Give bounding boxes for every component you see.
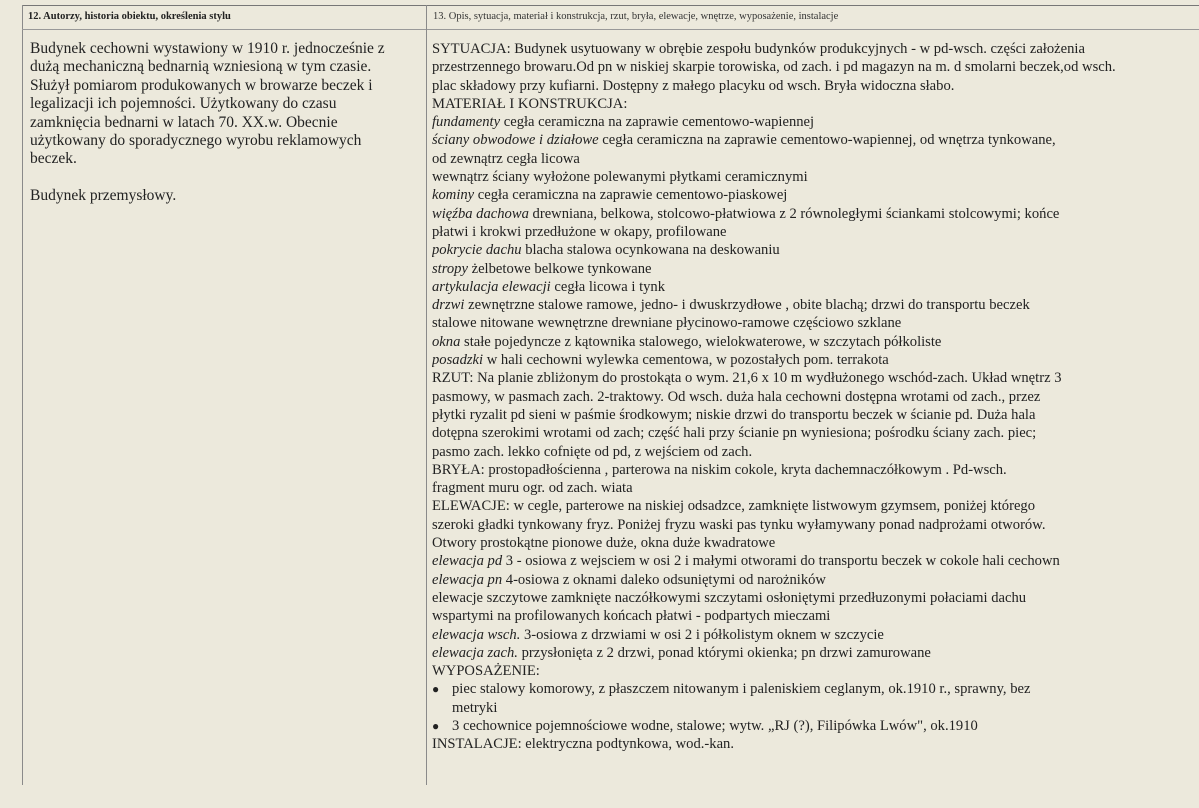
material-item xyxy=(432,351,1194,369)
left-border xyxy=(22,5,23,785)
material-item xyxy=(432,131,1194,149)
elewacja-label: elewacja wsch. xyxy=(432,626,521,643)
material-text-line: od zewnątrz cegła licowa xyxy=(432,150,580,167)
material-item xyxy=(432,333,1194,351)
material-text: cegła ceramiczna na zaprawie cementowo-wapiennej, od wnętrza tynkowane, xyxy=(598,132,1056,149)
material-label: drzwi xyxy=(432,297,465,314)
wyposazenie-item xyxy=(432,717,1194,735)
material-heading: MATERIAŁ I KONSTRUKCJA: xyxy=(432,95,628,112)
elewacja-item xyxy=(432,626,1194,644)
material-label: posadzki xyxy=(432,352,484,369)
instalacje-line: INSTALACJE: elektryczna podtynkowa, wod.-kan. xyxy=(432,736,734,753)
elewacja-text: 3-osiowa z drzwiami w osi 2 i półkolistym oknem w szczycie xyxy=(520,626,884,643)
elewacja-text: przysłonięta z 2 drzwi, ponad którymi okienka; pn drzwi zamurowane xyxy=(517,644,931,661)
text-line: Budynek cechowni wystawiony w 1910 r. jednocześnie z xyxy=(30,40,385,57)
elewacja-label: elewacja zach. xyxy=(432,644,518,661)
text-line: użytkowany do sporadycznego wyrobu reklamowych xyxy=(30,132,362,150)
rzut-line: pasmowy, w pasmach zach. 2-traktowy. Od wsch. duża hala cechowni dostępna wrotami od zach., przez xyxy=(432,388,1041,405)
elewacja-item xyxy=(432,644,1194,662)
left-column-header: 12. Autorzy, historia obiektu, określenia stylu xyxy=(28,11,231,22)
elewacja-item xyxy=(432,571,1194,589)
text-line: 3 cechownice pojemnościowe wodne, stalowe; wytw. „RJ (?), Filipówka Lwów", ok.1910 xyxy=(452,717,978,734)
elewacja-text: elewacje szczytowe zamknięte naczółkowymi szczytami osłoniętymi przedłuzonymi połaciami dachu xyxy=(432,589,1027,606)
rzut-line: dotępna szerokimi wrotami od zach; część hali przy ścianie pn wyniesiona; pośrodku ściany zach. piec; xyxy=(432,425,1037,442)
elewacja-label: elewacja pd xyxy=(432,553,503,570)
text-line: legalizacji ich pojemności. Użytkowany do czasu xyxy=(30,95,337,113)
text-line: Służył pomiarom produkowanych w browarze beczek i xyxy=(30,76,373,94)
material-item xyxy=(432,296,1194,314)
sytuacja-line: plac składowy przy kufiarni. Dostępny z małego placyku od wsch. Bryła widoczna słabo. xyxy=(432,77,955,94)
material-text: cegła licowa i tynk xyxy=(550,278,666,295)
material-item xyxy=(432,278,1194,296)
elewacje-line: Otwory prostokątne pionowe duże, okna duże kwadratowe xyxy=(432,535,776,552)
material-text: drewniana, belkowa, stolcowo-płatwiowa z 2 równoległymi ściankami stolcowymi; końce xyxy=(528,205,1060,222)
history-paragraph xyxy=(30,40,415,169)
elewacja-text: wspartymi na profilowanych końcach płatwi - podpartych mieczami xyxy=(432,608,831,625)
material-item xyxy=(432,260,1194,278)
text-line: zamknięcia bednarni w latach 70. XX.w. Obecnie xyxy=(30,113,338,131)
text-line: piec stalowy komorowy, z płaszczem nitowanym i paleniskiem ceglanym, ok.1910 r., sprawny, bez xyxy=(452,681,1031,698)
material-text: zewnętrzne stalowe ramowe, jedno- i dwuskrzydłowe , obite blachą; drzwi do transportu beczek xyxy=(464,297,1030,314)
sytuacja-line: przestrzennego browaru.Od pn w niskiej skarpie torowiska, od zach. i pd magazyn na m. d smolarni beczek,od wsch. xyxy=(432,59,1116,76)
material-item xyxy=(432,186,1194,204)
description-text xyxy=(432,40,1194,754)
header-rule-left xyxy=(22,29,426,30)
elewacja-item xyxy=(432,589,1194,607)
bryla-line: BRYŁA: prostopadłościenna , parterowa na niskim cokole, kryta dachemnaczółkowym . Pd-wsch. xyxy=(432,461,1007,478)
material-item xyxy=(432,205,1194,223)
bryla-line: fragment muru ogr. od zach. wiata xyxy=(432,480,633,497)
rzut-line: płytki ryzalit pd sieni w paśmie środkowym; niskie drzwi do transportu beczek w ścianie pd. Duża hala xyxy=(432,406,1036,423)
text-line: beczek. xyxy=(30,150,77,168)
elewacja-item xyxy=(432,607,1194,625)
top-rule xyxy=(22,5,1199,6)
material-text: żelbetowe belkowe tynkowane xyxy=(467,260,652,277)
elewacja-label: elewacja pn xyxy=(432,571,503,588)
material-item xyxy=(432,113,1194,131)
style-paragraph xyxy=(30,187,415,205)
material-label: kominy xyxy=(432,187,475,204)
material-label: artykulacja elewacji xyxy=(432,278,551,295)
wyposazenie-item xyxy=(432,680,1194,717)
text-line: dużą mechaniczną bednarnią wzniesioną w tym czasie. xyxy=(30,58,372,76)
material-item xyxy=(432,241,1194,259)
text-line: Budynek przemysłowy. xyxy=(30,186,177,204)
header-rule-right xyxy=(427,29,1199,30)
material-text: blacha stalowa ocynkowana na deskowaniu xyxy=(521,242,780,259)
elewacja-text: 4-osiowa z oknami daleko odsuniętymi od narożników xyxy=(502,571,826,588)
material-text: cegła ceramiczna na zaprawie cementowo-piaskowej xyxy=(474,187,788,204)
material-label: więźba dachowa xyxy=(432,205,529,222)
material-label: pokrycie dachu xyxy=(432,242,522,259)
rzut-line: RZUT: Na planie zbliżonym do prostokąta o wym. 21,6 x 10 m wydłużonego wschód-zach. Układ wnętrz 3 xyxy=(432,370,1062,387)
material-text: stałe pojedyncze z kątownika stalowego, wielokwaterowe, w szczytach półkoliste xyxy=(460,333,942,350)
wyposazenie-text xyxy=(452,717,1194,735)
history-text xyxy=(30,40,415,223)
elewacja-item xyxy=(432,552,1194,570)
bullet-icon: ● xyxy=(432,718,440,733)
material-text-line: wewnątrz ściany wyłożone polewanymi płytkami ceramicznymi xyxy=(432,169,808,186)
text-line: metryki xyxy=(452,699,498,716)
material-label: ściany obwodowe i działowe xyxy=(432,132,599,149)
elewacje-line: ELEWACJE: w cegle, parterowe na niskiej odsadzce, zamknięte listwowym gzymsem, poniżej którego xyxy=(432,498,1036,515)
material-text: w hali cechowni wylewka cementowa, w pozostałych pom. terrakota xyxy=(483,352,889,369)
material-text-line: płatwi i krokwi przedłużone w okapy, profilowane xyxy=(432,223,727,240)
material-label: stropy xyxy=(432,260,468,277)
column-divider xyxy=(426,5,427,785)
wyposazenie-text xyxy=(452,680,1194,717)
rzut-line: pasmo zach. lekko cofnięte od pd, z wejściem od zach. xyxy=(432,443,753,460)
bullet-icon: ● xyxy=(432,682,440,697)
material-text: cegła ceramiczna na zaprawie cementowo-wapiennej xyxy=(500,114,815,131)
material-label: okna xyxy=(432,333,461,350)
material-text-line: stalowe nitowane wewnętrzne drewniane płycinowo-ramowe częściowo szklane xyxy=(432,315,902,332)
material-label: fundamenty xyxy=(432,114,501,131)
elewacje-line: szeroki gładki tynkowany fryz. Poniżej fryzu waski pas tynku wyłamywany ponad nadprożami otworów. xyxy=(432,516,1046,533)
right-column-header: 13. Opis, sytuacja, materiał i konstrukcja, rzut, bryła, elewacje, wnętrze, wyposażenie, instalacje xyxy=(433,11,839,22)
wyposazenie-heading: WYPOSAŻENIE: xyxy=(432,663,540,680)
elewacja-text: 3 - osiowa z wejsciem w osi 2 i małymi otworami do transportu beczek w cokole hali cechown xyxy=(502,553,1060,570)
sytuacja-line: SYTUACJA: Budynek usytuowany w obrębie zespołu budynków produkcyjnych - w pd-wsch. części założenia xyxy=(432,41,1085,57)
